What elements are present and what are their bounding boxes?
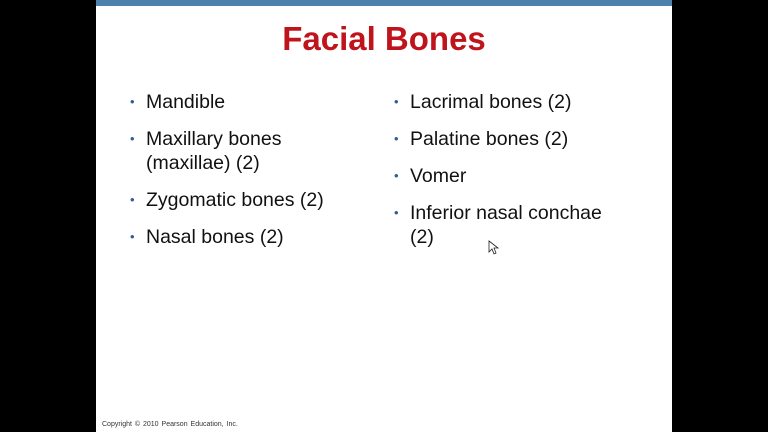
bullet-text: Maxillary bones (maxillae) (2) — [146, 128, 282, 174]
bullet-icon: • — [394, 168, 399, 183]
bullet-item — [128, 188, 378, 212]
bullet-item — [128, 127, 378, 175]
bullet-item — [128, 225, 378, 249]
slide — [96, 0, 672, 432]
bullet-icon: • — [130, 229, 135, 244]
bullet-icon: • — [394, 205, 399, 220]
slide-title: Facial Bones — [282, 20, 486, 57]
bullet-text: Lacrimal bones (2) — [410, 91, 572, 113]
bullet-text: Inferior nasal conchae (2) — [410, 202, 602, 248]
bullet-text: Vomer — [410, 165, 467, 187]
bullet-icon: • — [394, 131, 399, 146]
bullet-text: Mandible — [146, 91, 226, 113]
slide-top-bar — [96, 0, 672, 6]
bullet-item — [392, 201, 652, 249]
bullet-icon: • — [130, 192, 135, 207]
copyright-notice: Copyright © 2010 Pearson Education, Inc. — [102, 421, 238, 428]
mouse-cursor-icon — [488, 240, 500, 256]
bullet-icon: • — [130, 94, 135, 109]
bullet-item — [392, 164, 652, 188]
left-bullet-list — [128, 90, 378, 262]
bullet-icon: • — [130, 131, 135, 146]
right-bullet-list — [392, 90, 652, 262]
bullet-icon: • — [394, 94, 399, 109]
bullet-text: Palatine bones (2) — [410, 128, 569, 150]
bullet-item — [392, 127, 652, 151]
bullet-text: Zygomatic bones (2) — [146, 189, 324, 211]
bullet-item — [392, 90, 652, 114]
bullet-item — [128, 90, 378, 114]
bullet-text: Nasal bones (2) — [146, 226, 284, 248]
